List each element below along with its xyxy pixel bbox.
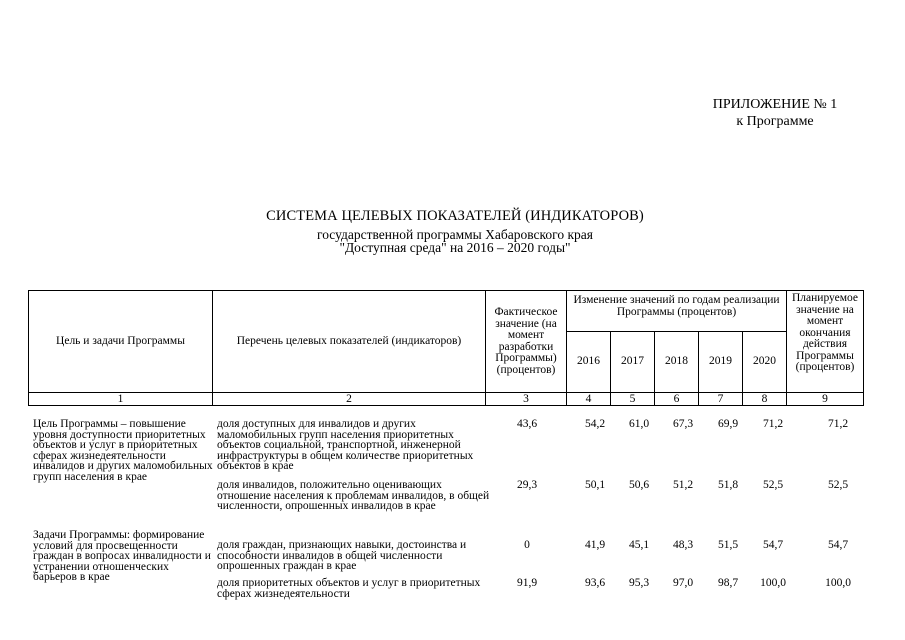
program-goal-text: Цель Программы – повышение уровня доступности приоритетных объектов и услуг в приоритетных сферах жизнедеятельности инвалидов и других маломобильных групп населения в крае: [33, 418, 213, 483]
col-number-4: 4: [567, 393, 611, 406]
row-1-2019: 69,9: [717, 418, 739, 430]
col-number-6: 6: [655, 393, 699, 406]
row-2-2017: 50,6: [628, 479, 650, 491]
row-3-plan: 54,7: [827, 539, 849, 551]
row-2-2016: 50,1: [584, 479, 606, 491]
header-year-2019: 2019: [699, 332, 743, 393]
row-3-2019: 51,5: [717, 539, 739, 551]
row-4-2020: 100,0: [760, 577, 786, 589]
col-number-7: 7: [699, 393, 743, 406]
row-2-plan: 52,5: [827, 479, 849, 491]
indicator-row-1: доля доступных для инвалидов и других маломобильных групп населения приоритетных объектов социальной, транспортной, инженерной инфраструктуры в общем количестве приоритетных объектов в крае: [217, 418, 474, 472]
header-planned-value: Планируемое значение на момент окончания действия Программы (процентов): [787, 291, 864, 393]
title-line-3: "Доступная среда" на 2016 – 2020 годы": [339, 240, 571, 255]
header-years-group: Изменение значений по годам реализации Программы (процентов): [567, 291, 787, 332]
row-3-2016: 41,9: [584, 539, 606, 551]
row-1-plan: 71,2: [827, 418, 849, 430]
indicator-row-3: доля граждан, признающих навыки, достоинства и способности инвалидов в общей численности опрошенных граждан в крае: [217, 539, 467, 572]
row-3-2017: 45,1: [628, 539, 650, 551]
row-4-2016: 93,6: [584, 577, 606, 589]
program-tasks-text: Задачи Программы: формирование условий для просвещенности граждан в вопросах инвалидности и устранении отношенческих барьеров в крае: [33, 529, 211, 583]
appendix-line-1: ПРИЛОЖЕНИЕ № 1: [712, 97, 838, 112]
col-number-8: 8: [743, 393, 787, 406]
appendix-line-2: к Программе: [736, 114, 814, 129]
header-goal: Цель и задачи Программы: [29, 291, 213, 393]
col-number-9: 9: [787, 393, 864, 406]
row-4-fact: 91,9: [516, 577, 538, 589]
col-number-2: 2: [213, 393, 486, 406]
indicator-row-2: доля инвалидов, положительно оценивающих отношение населения к проблемам инвалидов, в общей численности, опрошенных инвалидов в крае: [217, 479, 490, 512]
indicators-table-header: [28, 290, 864, 406]
indicator-row-4: доля приоритетных объектов и услуг в приоритетных сферах жизнедеятельности: [217, 577, 481, 600]
row-2-2018: 51,2: [672, 479, 694, 491]
row-2-2019: 51,8: [717, 479, 739, 491]
row-1-2017: 61,0: [628, 418, 650, 430]
row-2-fact: 29,3: [516, 479, 538, 491]
appendix-label: [690, 96, 860, 130]
row-4-2018: 97,0: [672, 577, 694, 589]
row-1-2020: 71,2: [762, 418, 784, 430]
header-year-2017: 2017: [611, 332, 655, 393]
header-year-2018: 2018: [655, 332, 699, 393]
title-line-2: государственной программы Хабаровского края: [317, 227, 593, 242]
row-1-2018: 67,3: [672, 418, 694, 430]
header-actual-value: Фактическое значение (на момент разработки Программы) (процентов): [486, 291, 567, 393]
title-line-1: СИСТЕМА ЦЕЛЕВЫХ ПОКАЗАТЕЛЕЙ (ИНДИКАТОРОВ): [266, 208, 644, 224]
row-2-2020: 52,5: [762, 479, 784, 491]
header-year-2016: 2016: [567, 332, 611, 393]
row-4-plan: 100,0: [825, 577, 851, 589]
col-number-3: 3: [486, 393, 567, 406]
row-3-fact: 0: [524, 539, 530, 551]
header-year-2020: 2020: [743, 332, 787, 393]
row-3-2020: 54,7: [762, 539, 784, 551]
col-number-5: 5: [611, 393, 655, 406]
document-title: [150, 208, 760, 254]
row-4-2019: 98,7: [717, 577, 739, 589]
row-4-2017: 95,3: [628, 577, 650, 589]
col-number-1: 1: [29, 393, 213, 406]
row-1-fact: 43,6: [516, 418, 538, 430]
row-3-2018: 48,3: [672, 539, 694, 551]
header-indicator-list: Перечень целевых показателей (индикаторов): [213, 291, 486, 393]
row-1-2016: 54,2: [584, 418, 606, 430]
